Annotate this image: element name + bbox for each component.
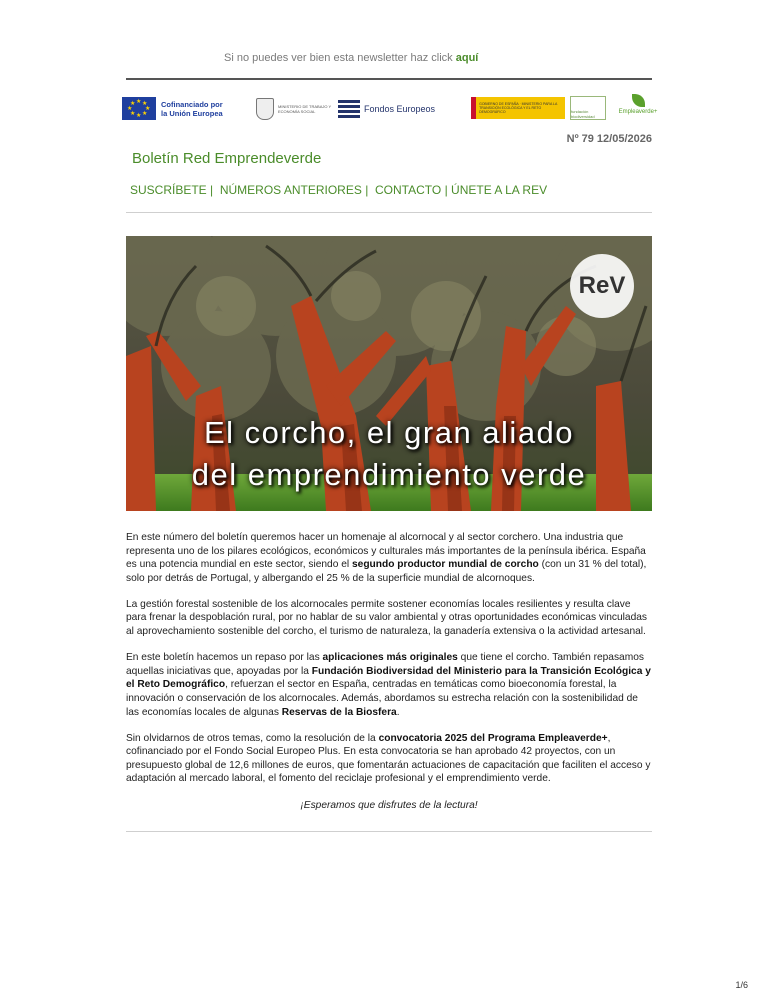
fondos-europeos-icon xyxy=(338,100,360,118)
hero-title-line1: El corcho, el gran aliado xyxy=(203,415,575,450)
paragraph xyxy=(126,531,652,585)
ministry-logo xyxy=(256,98,339,120)
newsletter-nav xyxy=(130,183,547,197)
page-number: 1/6 xyxy=(735,980,748,990)
paragraph xyxy=(126,651,652,719)
intro-body xyxy=(126,531,652,825)
fondos-europeos-logo xyxy=(338,100,435,118)
paragraph-text: En este número del boletín queremos hacer un homenaje al alcornocal y al sector corchero. Una industria que representa uno de los pilares ecológicos, económicos y culturales más importantes de la península ibérica. España es una potencia mundial en este sector, siendo el xyxy=(126,532,646,571)
nav-divider xyxy=(126,212,652,213)
hero-title-line2: del emprendimiento verde xyxy=(191,457,587,492)
nav-separator: | xyxy=(444,183,448,197)
view-online-text: Si no puedes ver bien esta newsletter haz click xyxy=(224,52,456,64)
paragraph-text: En este boletín hacemos un repaso por las xyxy=(126,652,323,664)
rev-badge: ReV xyxy=(570,254,634,318)
view-online-note xyxy=(224,52,478,64)
hero-image[interactable] xyxy=(126,236,652,511)
paragraph-text: , cofinanciado por el Fondo Social Europeo Plus. En esta convocatoria se han aprobado 42 proyectos, con un presupuesto global de 12,6 millones de euros, que fomentarán actuaciones de capacitación que faciliten el acceso y adaptación al mercado laboral, el fomento del reciclaje profesional y el emprendimiento verde. xyxy=(126,732,651,785)
highlight-text: segundo productor mundial de corcho xyxy=(351,559,539,571)
gobierno-text: GOBIERNO DE ESPAÑA · MINISTERIO PARA LA TRANSICIÓN ECOLÓGICA Y EL RETO DEMOGRÁFICO xyxy=(479,102,558,114)
closing-line: ¡Esperamos que disfrutes de la lectura! xyxy=(300,799,478,811)
paragraph-text: La gestión forestal sostenible de los alcornocales permite sostener economías locales resilientes y resulta clave para frenar la despoblación rural, por no hablar de su valor ambiental y otras oportunidades económicas vinculadas al aprovechamiento sostenible del corcho, el turismo de naturaleza, la ganadería extensiva o la actividad artesanal. xyxy=(126,598,648,638)
paragraph xyxy=(126,598,652,639)
view-online-link[interactable]: aquí xyxy=(455,52,479,64)
paragraph-text: , refuerzan el sector en España, centradas en temáticas como bioeconomía forestal, la innovación o conservación de los alcornocales. Además, abordamos su estrecha relación con la sostenibilidad de las economías locales de algunas xyxy=(126,679,638,718)
top-divider xyxy=(126,78,652,80)
eu-line2: la Unión Europea xyxy=(161,108,223,118)
newsletter-title: Boletín Red Emprendeverde xyxy=(132,150,322,167)
eu-line1: Cofinanciado por xyxy=(161,99,223,109)
eu-flag-icon: ★ ★ ★ ★ ★ ★ ★ ★ xyxy=(122,97,156,120)
paragraph-text: que tiene el corcho. También repasamos aquellas iniciativas que, apoyadas por la xyxy=(126,652,644,677)
bottom-divider xyxy=(126,831,652,832)
highlight-text: Reservas de la Biosfera xyxy=(281,706,397,718)
paragraph-text: Sin olvidarnos de otros temas, como la resolución de la xyxy=(126,732,379,744)
paragraph xyxy=(126,732,652,786)
paragraph-text: . xyxy=(396,706,400,718)
leaf-icon xyxy=(632,94,645,107)
paragraph-text: (con un 31 % del total), solo por detrás de Portugal, y albergando el 25 % de la superficie mundial de alcornoques. xyxy=(126,559,647,584)
fundacion-biodiversidad-text: fundación biodiversidad xyxy=(570,96,606,120)
nav-subscribe[interactable]: SUSCRÍBETE xyxy=(130,183,207,197)
gobierno-logo xyxy=(471,97,565,119)
highlight-text: convocatoria 2025 del Programa Empleaverde+ xyxy=(378,732,608,744)
ministry-text: MINISTERIO DE TRABAJO Y ECONOMÍA SOCIAL xyxy=(278,104,339,114)
nav-contact[interactable]: CONTACTO xyxy=(375,183,442,197)
highlight-text: aplicaciones más originales xyxy=(322,652,458,664)
nav-join-rev[interactable]: ÚNETE A LA REV xyxy=(451,183,548,197)
nav-past-issues[interactable]: NÚMEROS ANTERIORES xyxy=(219,183,362,197)
empleaverde-text: Empleaverde+ xyxy=(618,109,658,115)
issue-number: Nº 79 12/05/2026 xyxy=(566,133,652,145)
fondos-europeos-text: Fondos Europeos xyxy=(364,104,436,114)
sponsor-logos xyxy=(120,94,660,122)
highlight-text: Fundación Biodiversidad del Ministerio para la Transición Ecológica y el Reto Demográfico xyxy=(126,665,651,691)
empleaverde-logo xyxy=(618,94,658,120)
nav-separator: | xyxy=(365,183,369,197)
coat-of-arms-icon xyxy=(256,98,274,120)
nav-separator: | xyxy=(210,183,214,197)
fundacion-biodiversidad-logo xyxy=(570,96,606,120)
eu-logo xyxy=(122,97,223,120)
